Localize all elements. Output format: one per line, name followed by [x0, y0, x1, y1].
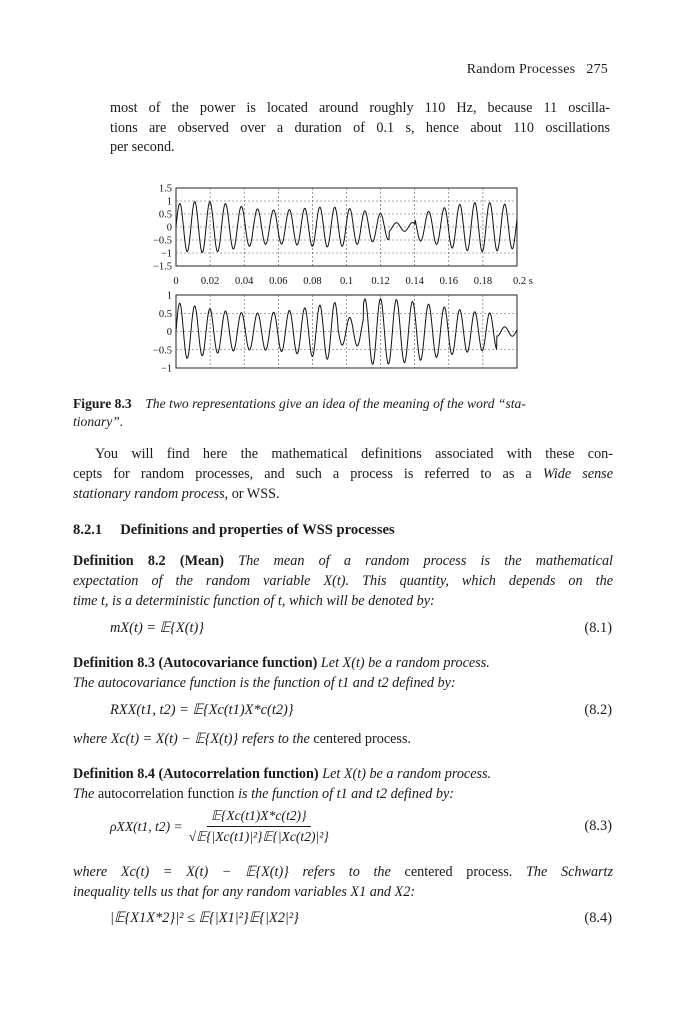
- y-tick-label: 1: [166, 290, 172, 302]
- def83-title: Definition 8.3 (Autocovariance function): [73, 655, 318, 671]
- def84-title: Definition 8.4 (Autocorrelation function): [73, 766, 319, 782]
- running-title: Random Processes: [466, 62, 576, 77]
- equation-number-8-4: (8.4): [584, 910, 612, 926]
- def82-title: Definition 8.2 (Mean): [73, 553, 224, 569]
- y-tick-label: −1.5: [152, 261, 172, 273]
- y-tick-label: −1: [160, 248, 172, 260]
- equation-number-8-1: (8.1): [584, 620, 612, 636]
- def84-after-roman: centered process.: [404, 864, 513, 880]
- x-tick-label: 0.08: [303, 276, 322, 287]
- wss-line-1: You will find here the mathematical definitions associated with these con-: [95, 446, 613, 462]
- def84-after: [73, 862, 613, 902]
- y-tick-label: 1: [166, 196, 172, 208]
- equation-number-8-2: (8.2): [584, 702, 612, 718]
- y-tick-label: −0.5: [152, 345, 172, 357]
- x-tick-label: 0.02: [200, 276, 220, 287]
- x-tick-label: 0.12: [371, 276, 390, 287]
- equation-8-4-row: [100, 910, 612, 927]
- section-heading: [73, 522, 395, 539]
- def84-line-2b: autocorrelation function: [97, 786, 235, 802]
- def82-line-3: time t, is a deterministic function of t, which will be denoted by:: [73, 593, 435, 609]
- def84-after-italic-2: The Schwartz: [526, 864, 614, 880]
- x-tick-label: 0: [173, 276, 179, 287]
- def84-after-line-2: inequality tells us that for any random variables X1 and X2:: [73, 884, 416, 900]
- equation-number-8-3: (8.3): [584, 818, 612, 834]
- wss-term-1: Wide sense: [542, 466, 614, 482]
- equation-8-3-numerator: 𝔼{Xc(t1)X*c(t2)}: [207, 808, 311, 827]
- equation-8-3-fraction: [189, 808, 329, 845]
- definition-8-4: [73, 764, 613, 804]
- def83-after-italic: where Xc(t) = X(t) − 𝔼{X(t)} refers to the: [73, 731, 310, 747]
- equation-8-3: [110, 808, 329, 845]
- caption-line-2: tionary”.: [73, 414, 124, 429]
- wss-line-3: , or WSS.: [224, 486, 280, 502]
- def83-line-2: The autocovariance function is the function of t1 and t2 defined by:: [73, 675, 456, 691]
- x-tick-label: 0.14: [405, 276, 424, 287]
- equation-8-2-row: [100, 702, 612, 719]
- y-tick-label: 0: [166, 222, 172, 234]
- def83-after-roman: centered process.: [313, 731, 412, 747]
- section-title: Definitions and properties of WSS processes: [120, 522, 395, 538]
- figure-label: Figure 8.3: [73, 396, 132, 411]
- intro-paragraph: [110, 99, 610, 158]
- caption-line-1: The two representations give an idea of the meaning of the word “sta-: [145, 396, 526, 411]
- y-tick-label: −1: [160, 363, 172, 375]
- figure-caption: [73, 395, 613, 431]
- x-tick-label: 0.2 s: [513, 276, 533, 287]
- def82-line-1: The mean of a random process is the mathematical: [238, 553, 613, 569]
- equation-8-2: RXX(t1, t2) = 𝔼{Xc(t1)X*c(t2)}: [110, 702, 294, 718]
- definition-8-3: [73, 653, 613, 693]
- intro-line-3: per second.: [110, 139, 175, 155]
- plot-top: [153, 184, 533, 288]
- x-tick-label: 0.16: [439, 276, 458, 287]
- y-tick-label: 0.5: [158, 308, 172, 320]
- def83-line-1: Let X(t) be a random process.: [320, 655, 490, 671]
- equation-8-3-row: [100, 808, 612, 845]
- equation-8-1: mX(t) = 𝔼{X(t)}: [110, 620, 205, 636]
- running-header: [467, 62, 608, 78]
- x-tick-label: 0.1: [339, 276, 354, 287]
- section-number: 8.2.1: [73, 522, 103, 538]
- y-tick-label: 0: [166, 327, 172, 338]
- y-tick-label: −0.5: [152, 235, 172, 247]
- equation-8-1-row: [100, 620, 612, 637]
- intro-line-1: most of the power is located around roughly 110 Hz, because 11 oscilla-: [110, 100, 610, 116]
- wss-line-2: cepts for random processes, and such a process is referred to as a: [73, 466, 532, 482]
- def84-line-1: Let X(t) be a random process.: [322, 766, 492, 782]
- def84-line-2c: is the function of t1 and t2 defined by:: [238, 786, 455, 802]
- figure-8-3-plots: [130, 180, 550, 375]
- y-tick-label: 1.5: [158, 183, 172, 195]
- equation-8-4: |𝔼{X1X*2}|² ≤ 𝔼{|X1|²}𝔼{|X2|²}: [110, 910, 299, 926]
- def84-line-2a: The: [73, 786, 95, 802]
- definition-8-2: [73, 551, 613, 611]
- wss-term-2: stationary random process: [73, 486, 225, 502]
- y-tick-label: 0.5: [158, 209, 172, 221]
- x-tick-label: 0.06: [269, 276, 288, 287]
- x-tick-label: 0.04: [235, 276, 254, 287]
- def82-line-2: expectation of the random variable X(t). This quantity, which depends on the: [73, 573, 613, 589]
- equation-8-3-denominator: √𝔼{|Xc(t1)|²}𝔼{|Xc(t2)|²}: [188, 829, 329, 844]
- def83-after: [73, 731, 613, 748]
- page-number: 275: [586, 62, 608, 77]
- paragraph-wss: [73, 444, 613, 504]
- x-tick-label: 0.18: [473, 276, 493, 287]
- plot-bottom: [153, 291, 517, 375]
- intro-line-2: tions are observed over a duration of 0.1 s, hence about 110 oscillations: [110, 119, 610, 136]
- def84-after-italic: where Xc(t) = X(t) − 𝔼{X(t)} refers to the: [73, 864, 391, 880]
- equation-8-3-lhs: ρXX(t1, t2) =: [110, 818, 183, 834]
